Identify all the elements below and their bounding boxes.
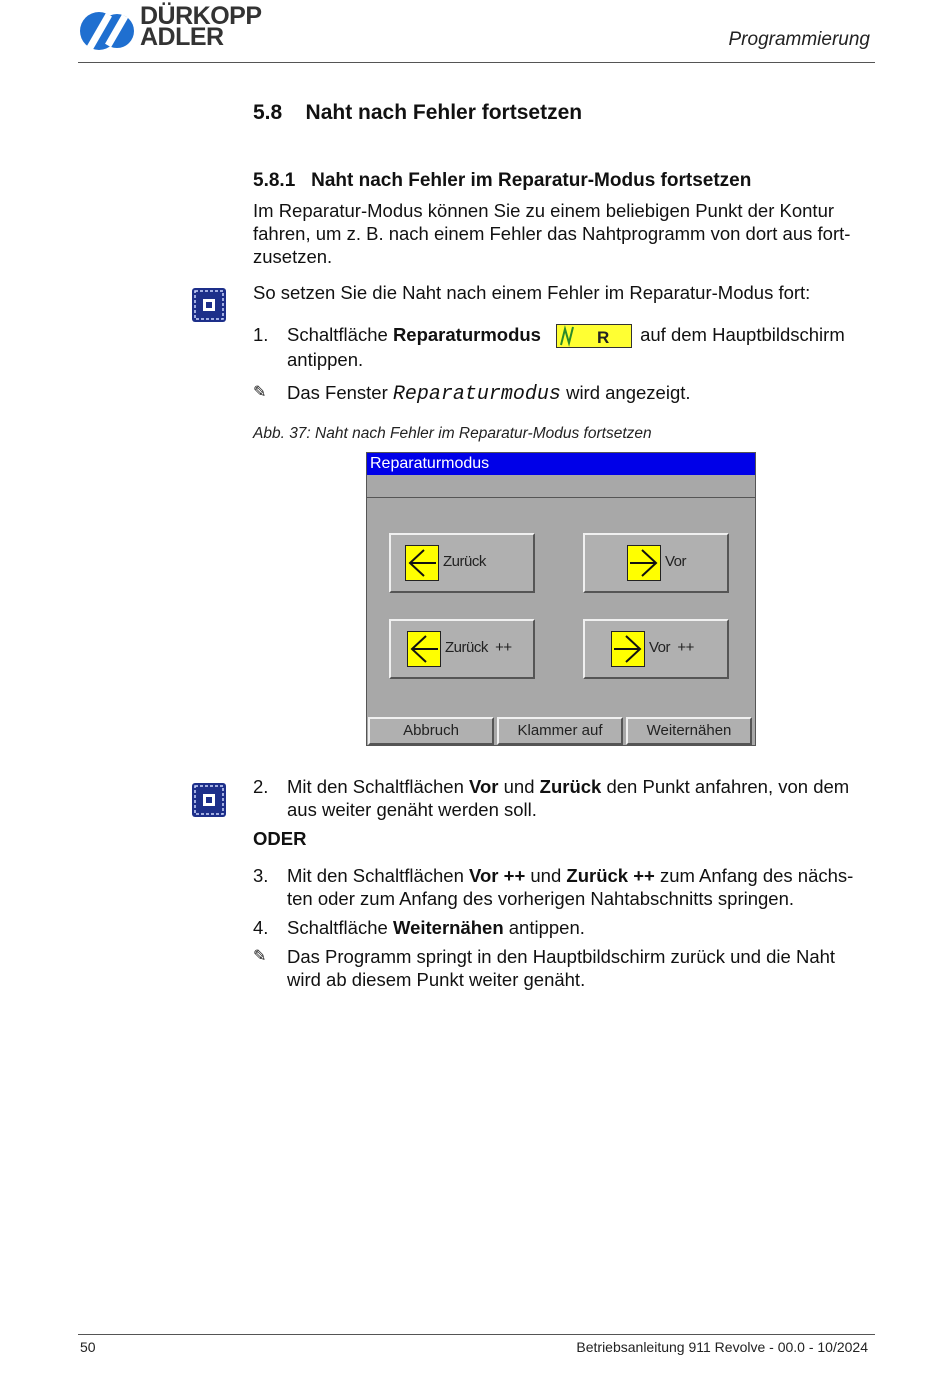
screen-title: Reparaturmodus <box>367 453 755 475</box>
step-text: Schaltfläche <box>287 917 393 938</box>
step-1 <box>253 323 873 371</box>
step-number: 3. <box>253 865 269 886</box>
step-text: Mit den Schaltflächen <box>287 776 470 797</box>
brand-line1: DÜRKOPP <box>140 2 262 30</box>
step-text: Mit den Schaltflächen <box>287 865 470 886</box>
figure-caption: Abb. 37: Naht nach Fehler im Reparatur-Modus fortsetzen <box>253 425 652 442</box>
repair-mode-screen <box>366 452 756 746</box>
cancel-button[interactable]: Abbruch <box>368 717 494 745</box>
result-2 <box>253 945 873 991</box>
step-number: 4. <box>253 917 269 938</box>
back-plus-label: Zurück ++ <box>445 639 512 656</box>
step-bold: Zurück ++ <box>566 865 655 886</box>
result-text: Das Programm springt in den Hauptbildschirm zurück und die Naht wird ab diesem Punkt weiter genäht. <box>287 946 836 990</box>
forward-button[interactable] <box>583 533 729 593</box>
step-text: und <box>498 776 540 797</box>
info-text: So setzen Sie die Naht nach einem Fehler im Reparatur-Modus fort: <box>253 282 811 303</box>
footer-divider <box>78 1334 875 1335</box>
step-text: Schaltfläche <box>287 324 393 345</box>
brand-name <box>140 2 262 51</box>
step-text-after: auf dem Hauptbildschirm antippen. <box>287 324 845 371</box>
step-2 <box>253 775 873 821</box>
step-text: zum Anfang des nächs-ten oder zum Anfang des vorherigen Nahtabschnitts springen. <box>287 865 854 909</box>
result-mono: Reparaturmodus <box>392 383 561 406</box>
forward-plus-label: Vor ++ <box>649 639 694 656</box>
step-text: und <box>525 865 567 886</box>
info-icon <box>192 288 226 322</box>
step-number: 1. <box>253 324 269 345</box>
result-icon: ✎ <box>253 948 267 965</box>
result-text: Das Fenster <box>287 382 393 403</box>
page-number: 50 <box>80 1339 96 1355</box>
repair-mode-button-icon <box>556 324 632 348</box>
back-plus-button[interactable] <box>389 619 535 679</box>
intro-paragraph: Im Reparatur-Modus können Sie zu einem beliebigen Punkt der Kontur fahren, um z. B. nach einem Fehler das Nahtprogramm von dort aus fort-zusetzen. <box>253 200 851 267</box>
info-icon <box>192 783 226 817</box>
result-icon: ✎ <box>253 384 267 401</box>
section-title: Programmierung <box>728 29 870 50</box>
result-1 <box>253 381 873 406</box>
brand-logo-icon <box>79 10 135 57</box>
forward-label: Vor <box>665 553 687 570</box>
step-bold: Reparaturmodus <box>392 324 541 345</box>
step-text: den Punkt anfahren, von dem aus weiter genäht werden soll. <box>287 776 850 820</box>
step-bold: Weiternähen <box>392 917 504 938</box>
step-bold: Vor <box>469 776 499 797</box>
header-divider <box>78 62 875 63</box>
back-button[interactable] <box>389 533 535 593</box>
screen-band <box>367 477 755 498</box>
forward-plus-button[interactable] <box>583 619 729 679</box>
brand-line2: ADLER <box>140 23 224 51</box>
document-info: Betriebsanleitung 911 Revolve - 00.0 - 10/2024 <box>576 1339 868 1355</box>
arrow-left-icon <box>405 545 439 581</box>
step-bold: Vor ++ <box>469 865 526 886</box>
continue-sewing-button[interactable]: Weiternähen <box>626 717 752 745</box>
repair-button-letter: R <box>597 328 610 348</box>
step-bold: Zurück <box>539 776 602 797</box>
arrow-left-icon <box>407 631 441 667</box>
section-heading: 5.8 Naht nach Fehler fortsetzen <box>253 101 583 124</box>
subsection-heading: 5.8.1 Naht nach Fehler im Reparatur-Modus fortsetzen <box>253 170 752 191</box>
back-label: Zurück <box>443 553 486 570</box>
step-3 <box>253 864 873 910</box>
result-text-after: wird angezeigt. <box>560 382 691 403</box>
step-number: 2. <box>253 776 269 797</box>
arrow-right-icon <box>627 545 661 581</box>
step-text: antippen. <box>503 917 585 938</box>
arrow-right-icon <box>611 631 645 667</box>
step-4 <box>253 916 873 939</box>
or-label: ODER <box>253 828 307 849</box>
clamp-open-button[interactable]: Klammer auf <box>497 717 623 745</box>
